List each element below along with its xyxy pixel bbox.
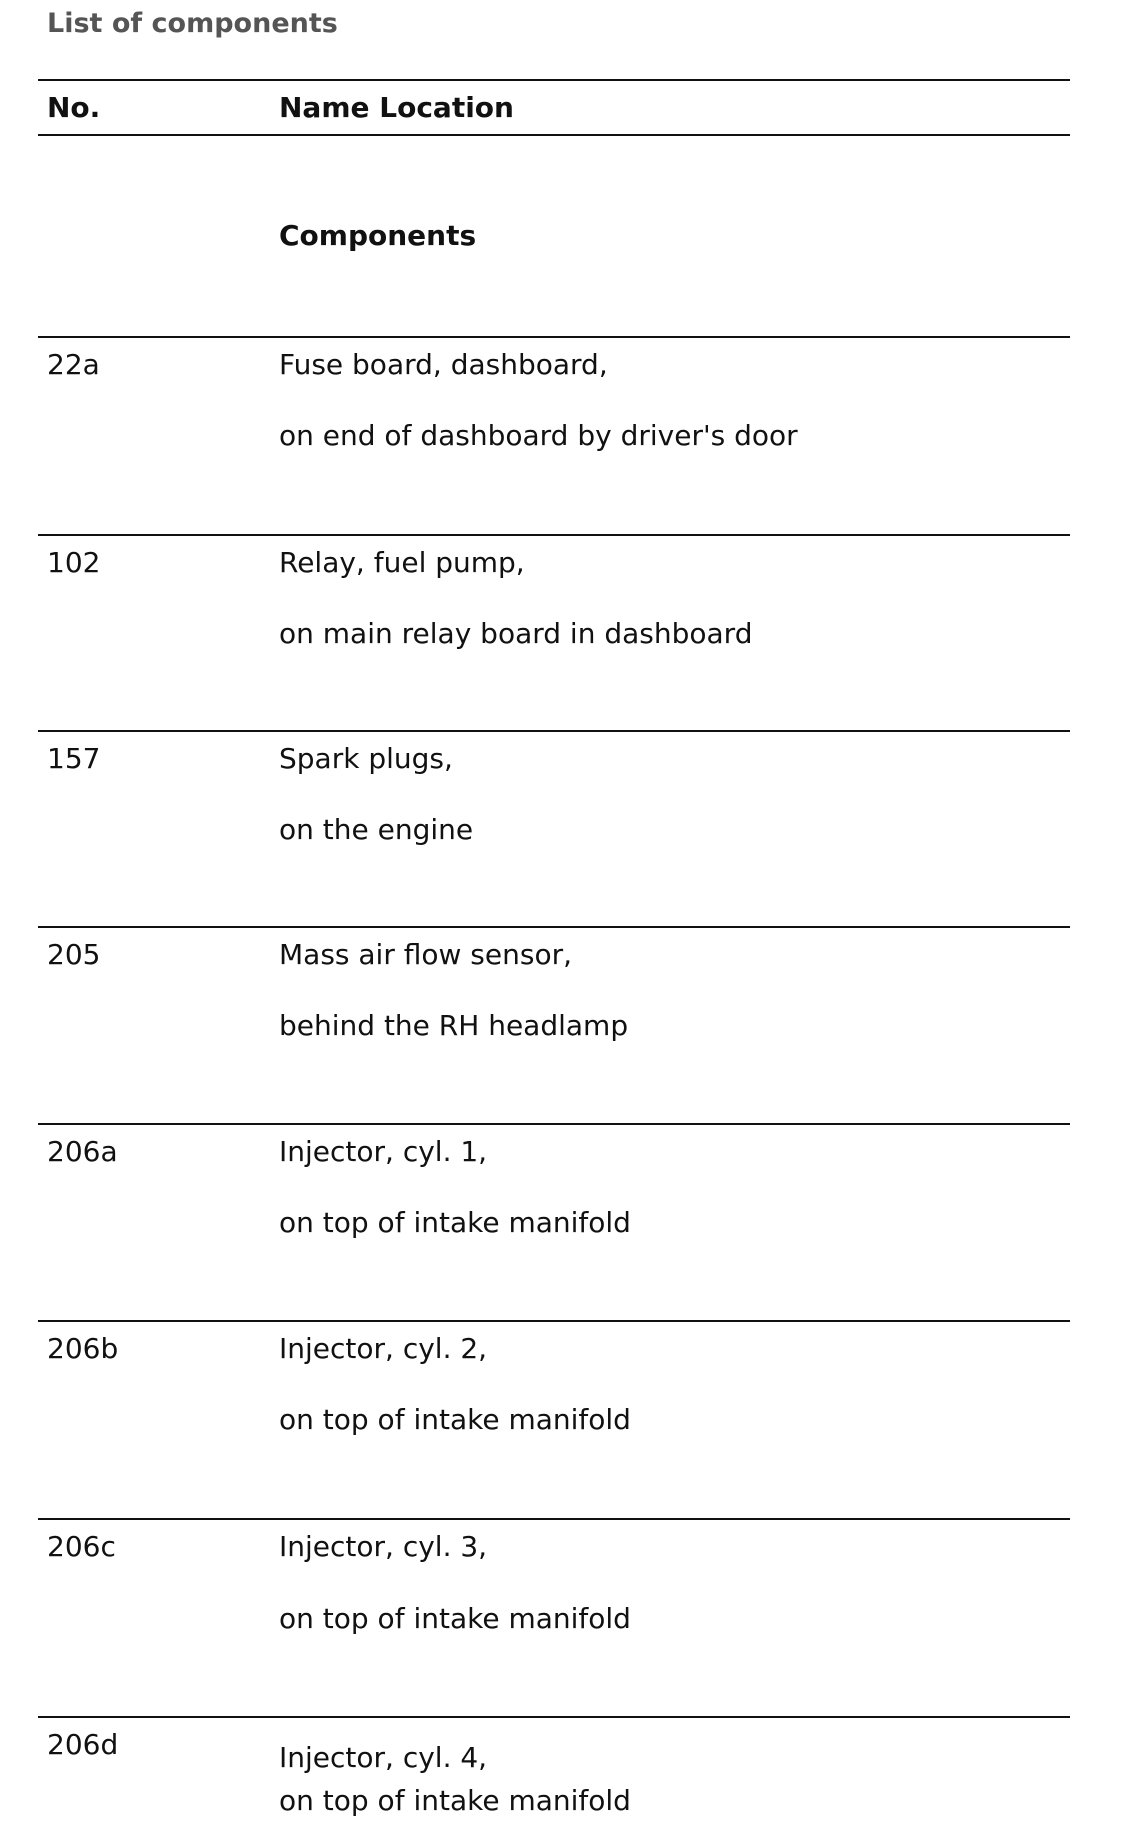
row-location: on main relay board in dashboard xyxy=(279,617,753,650)
row-location: on top of intake manifold xyxy=(279,1206,631,1239)
row-no: 205 xyxy=(47,938,101,971)
row-name: Spark plugs, xyxy=(279,742,453,775)
row-no: 206d xyxy=(47,1728,119,1761)
row-rule xyxy=(38,1716,1070,1718)
row-name: Relay, fuel pump, xyxy=(279,546,525,579)
row-no: 102 xyxy=(47,546,101,579)
row-location: behind the RH headlamp xyxy=(279,1009,629,1042)
header-no: No. xyxy=(47,91,101,124)
row-name: Mass air flow sensor, xyxy=(279,938,573,971)
row-no: 22a xyxy=(47,348,100,381)
header-top-rule xyxy=(38,79,1070,81)
section-heading: Components xyxy=(279,219,477,252)
page-title: List of components xyxy=(47,8,338,39)
header-bottom-rule xyxy=(38,134,1070,136)
row-name: Injector, cyl. 3, xyxy=(279,1530,488,1563)
row-rule xyxy=(38,534,1070,536)
row-name: Injector, cyl. 4, xyxy=(279,1741,488,1774)
row-rule xyxy=(38,1518,1070,1520)
row-location: on end of dashboard by driver's door xyxy=(279,419,798,452)
row-rule xyxy=(38,730,1070,732)
row-location: on top of intake manifold xyxy=(279,1403,631,1436)
row-location: on top of intake manifold xyxy=(279,1602,631,1635)
row-no: 206b xyxy=(47,1332,119,1365)
row-rule xyxy=(38,926,1070,928)
row-name: Injector, cyl. 2, xyxy=(279,1332,488,1365)
row-name: Fuse board, dashboard, xyxy=(279,348,608,381)
header-name-location: Name Location xyxy=(279,91,514,124)
row-rule xyxy=(38,1320,1070,1322)
row-rule xyxy=(38,1123,1070,1125)
row-no: 206c xyxy=(47,1530,116,1563)
row-location: on the engine xyxy=(279,813,474,846)
row-no: 157 xyxy=(47,742,101,775)
row-no: 206a xyxy=(47,1135,118,1168)
row-name: Injector, cyl. 1, xyxy=(279,1135,488,1168)
row-location: on top of intake manifold xyxy=(279,1784,631,1817)
row-rule xyxy=(38,336,1070,338)
